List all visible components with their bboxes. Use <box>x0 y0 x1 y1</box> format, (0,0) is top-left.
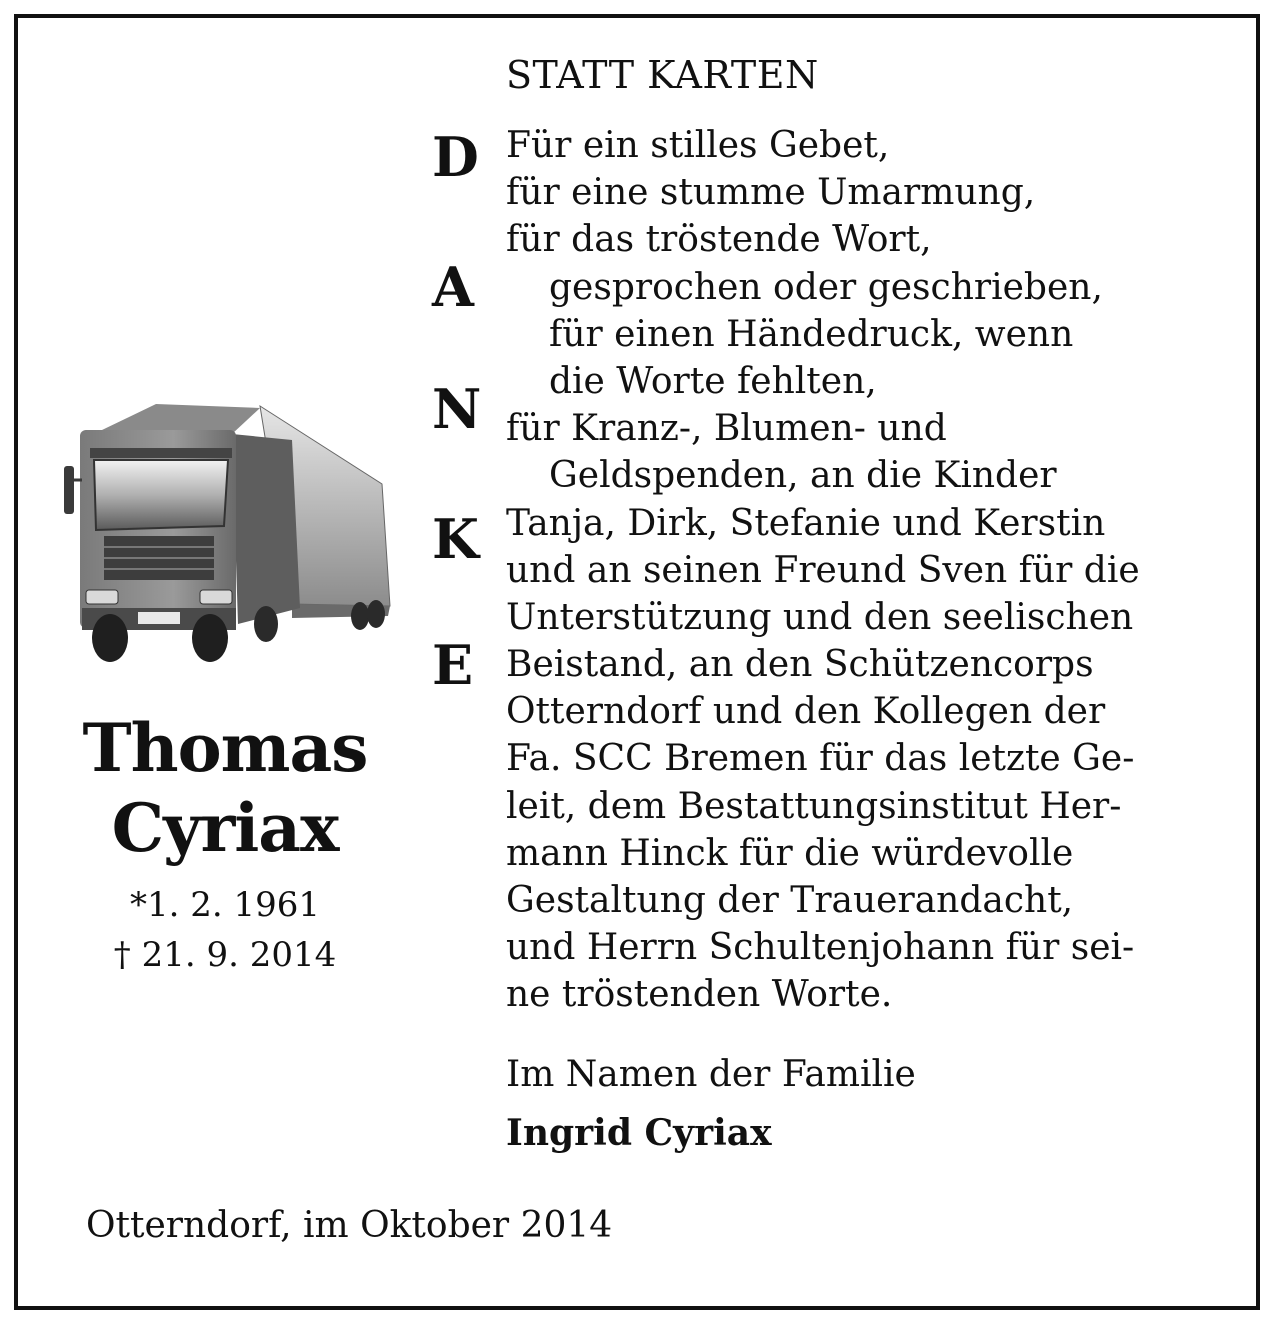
poem-line: die Worte fehlten, <box>549 360 877 402</box>
closing-text: Im Namen der Familie <box>506 1054 916 1095</box>
poem-line: Für ein stilles Gebet, <box>506 125 890 166</box>
poem-line: für das tröstende Wort, <box>506 219 932 261</box>
acrostic-letter-a: A <box>432 255 474 319</box>
acrostic-letter-d: D <box>432 125 479 189</box>
place-and-date: Otterndorf, im Oktober 2014 <box>86 1205 613 1246</box>
poem-line: mann Hinck für die würdevolle <box>506 832 1074 874</box>
death-date: † 21. 9. 2014 <box>113 935 337 975</box>
poem-line: für Kranz-, Blumen- und <box>506 408 947 450</box>
acrostic-letter-e: E <box>432 633 474 697</box>
poem-line: Beistand, an den Schützencorps <box>506 644 1094 686</box>
poem-line: Unterstützung und den seelischen <box>506 596 1134 638</box>
poem-line: Geldspenden, an die Kinder <box>549 455 1057 497</box>
acrostic-letter-n: N <box>432 377 482 441</box>
deceased-last-name: Cyriax <box>111 789 339 867</box>
deceased-block <box>60 708 390 980</box>
poem-line: ne tröstenden Worte. <box>506 974 893 1016</box>
truck-icon <box>60 400 396 666</box>
poem-line: Tanja, Dirk, Stefanie und Kerstin <box>506 502 1106 544</box>
header-statt-karten: STATT KARTEN <box>506 53 819 97</box>
acrostic-letter-k: K <box>432 507 479 571</box>
poem-line: Fa. SCC Bremen für das letzte Ge- <box>506 738 1135 780</box>
poem-line: für eine stumme Umarmung, <box>506 172 1036 214</box>
deceased-first-name: Thomas <box>82 709 368 787</box>
thank-you-text <box>506 122 1246 1019</box>
poem-line: Gestaltung der Trauerandacht, <box>506 880 1074 921</box>
signer-name: Ingrid Cyriax <box>506 1112 772 1154</box>
poem-line: Otterndorf und den Kollegen der <box>506 691 1106 733</box>
birth-date: *1. 2. 1961 <box>129 885 321 925</box>
poem-line: leit, dem Bestattungsinstitut Her- <box>506 785 1122 827</box>
poem-line: und Herrn Schultenjohann für sei- <box>506 927 1135 969</box>
poem-line: für einen Händedruck, wenn <box>549 313 1074 355</box>
poem-line: gesprochen oder geschrieben, <box>549 266 1103 308</box>
poem-line: und an seinen Freund Sven für die <box>506 549 1140 591</box>
